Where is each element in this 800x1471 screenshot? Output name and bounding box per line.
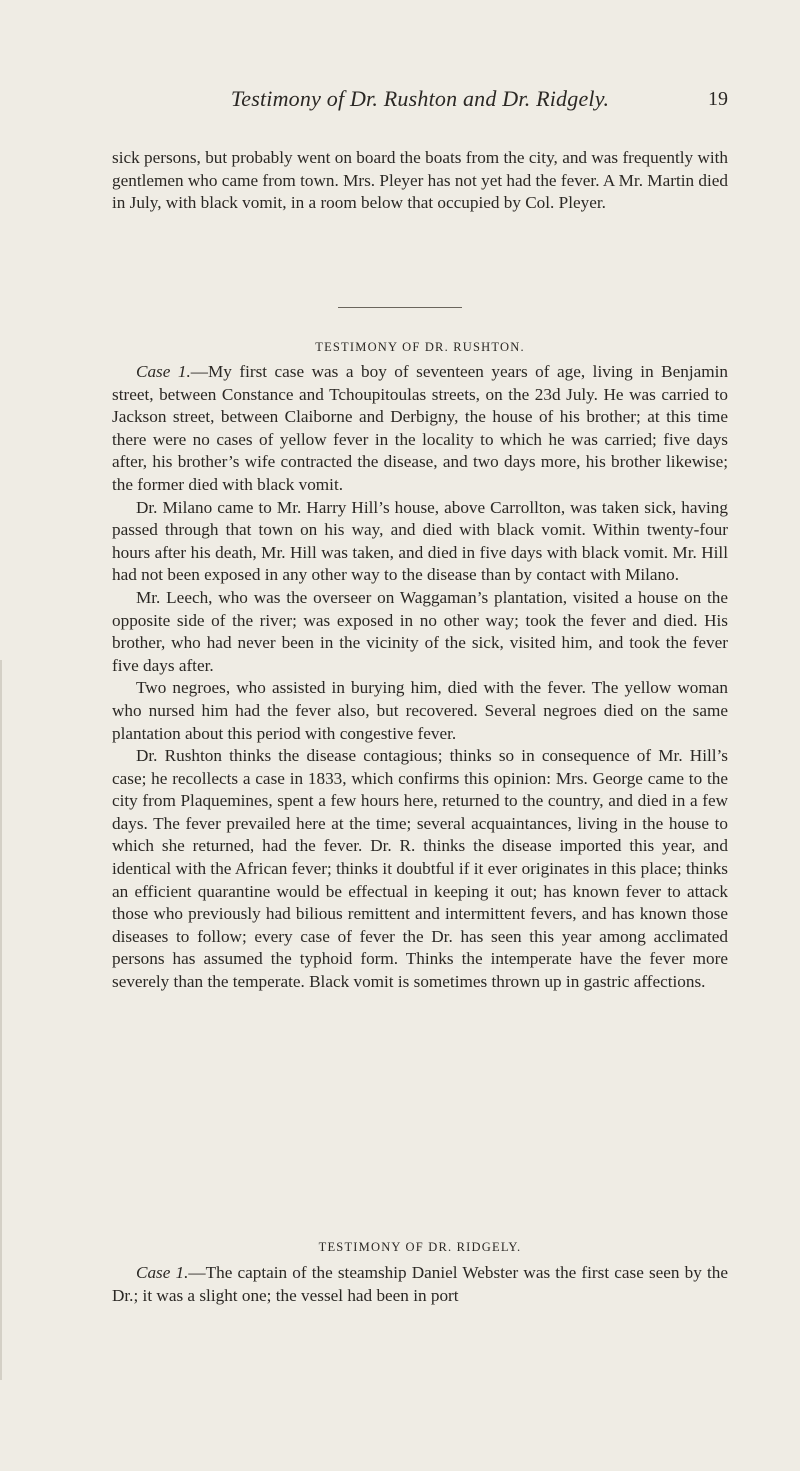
- case-label: Case 1.: [136, 1263, 189, 1282]
- section-heading-rushton: TESTIMONY OF DR. RUSHTON.: [315, 340, 525, 354]
- section-heading-ridgely: TESTIMONY OF DR. RIDGELY.: [318, 1240, 522, 1254]
- ridgely-case-1: [112, 1262, 728, 1307]
- case-text: —The captain of the steamship Daniel Webster was the first case seen by the Dr.; it was a slight one; the vessel had been in port: [112, 1263, 728, 1305]
- running-head: Testimony of Dr. Rushton and Dr. Ridgely.: [230, 86, 610, 111]
- opening-paragraph-block: [112, 147, 728, 215]
- rushton-paragraph: Mr. Leech, who was the overseer on Waggaman’s plantation, visited a house on the opposite side of the river; was exposed in no other way; took the fever and died. His brother, who had never been in the vicinity of the sick, visited him, and took the fever five days after.: [112, 587, 728, 675]
- page-header: [112, 86, 728, 116]
- opening-paragraph: sick persons, but probably went on board the boats from the city, and was frequently with gentlemen who came from town. Mrs. Pleyer has not yet had the fever. A Mr. Martin died in July, with black vomit, in a room below that occupied by Col. Pleyer.: [112, 148, 728, 213]
- page-number: 19: [708, 88, 728, 110]
- rushton-paragraph: Dr. Rushton thinks the disease contagious; thinks so in consequence of Mr. Hill’s case; he recollects a case in 1833, which confirms this opinion: Mrs. George came to the city from Plaquemines, spent a few hours here, returned to the country, and died in a few days. The fever prevailed here at the time; several acquaintances, living in the house to which she returned, had the fever. Dr. R. thinks the disease imported this year, and identical with the African fever; thinks it doubtful if it ever originates in this place; thinks an efficient quarantine would be effectual in keeping it out; has known fever to attack those who previously had bilious remittent and intermittent fevers, and has known those diseases to follow; every case of fever the Dr. has seen this year among acclimated persons has assumed the typhoid form. Thinks the intemperate have the fever more severely than the temperate. Black vomit is sometimes thrown up in gastric affections.: [112, 746, 728, 992]
- rushton-paragraph: Two negroes, who assisted in burying him, died with the fever. The yellow woman who nursed him had the fever also, but recovered. Several negroes died on the same plantation about this period with congestive fever.: [112, 678, 728, 743]
- page-binding-shadow: [0, 660, 2, 1380]
- case-label: Case 1.: [136, 362, 191, 381]
- rushton-paragraph: Dr. Milano came to Mr. Harry Hill’s house, above Carrollton, was taken sick, having passed through that town on his way, and died with black vomit. Within twenty-four hours after his death, Mr. Hill was taken, and died in five days with black vomit. Mr. Hill had not been exposed in any other way to the disease than by contact with Milano.: [112, 497, 728, 585]
- section-divider-rule: [338, 307, 462, 308]
- rushton-testimony: [112, 361, 728, 994]
- ridgely-testimony: [112, 1262, 728, 1307]
- rushton-case-1: [112, 361, 728, 497]
- case-text: —My first case was a boy of seventeen years of age, living in Benjamin street, between Constance and Tchoupitoulas streets, on the 23d July. He was carried to Jackson street, between Claiborne and Derbigny, the house of his brother; at this time there were no cases of yellow fever in the locality to which he was carried; five days after, his brother’s wife contracted the disease, and two days more, his brother likewise; the former died with black vomit.: [112, 362, 728, 494]
